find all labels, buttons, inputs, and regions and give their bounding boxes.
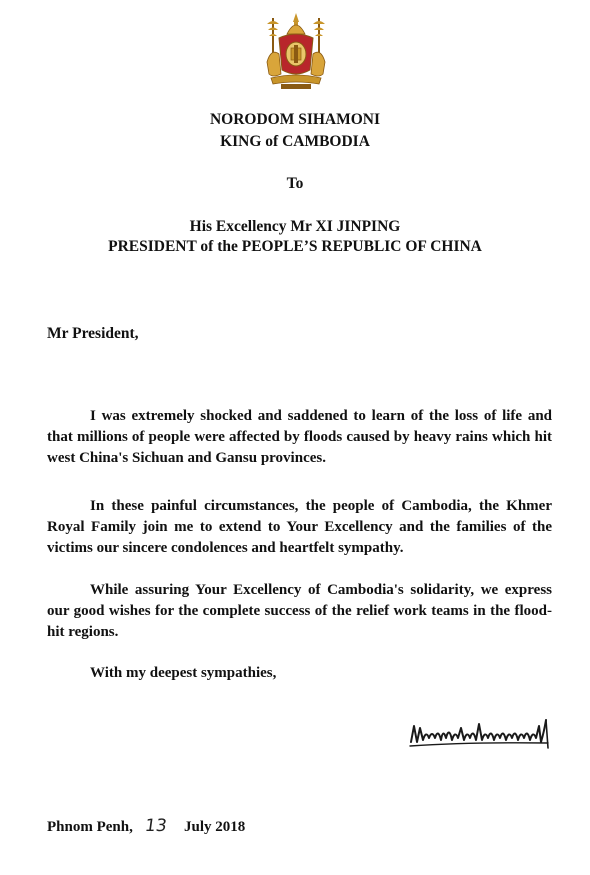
month-year: July 2018 [184, 819, 246, 835]
body-paragraph: I was extremely shocked and saddened to learn of the loss of life and that millions of people were affected by floods caused by heavy rains which hit west China's Sichuan and Gansu provinces. [47, 408, 552, 466]
royal-crest-icon [263, 12, 329, 92]
place-date-line [47, 816, 245, 836]
place-name: Phnom Penh, [47, 819, 133, 835]
body-paragraph: While assuring Your Excellency of Cambodia's solidarity, we express our good wishes for the complete success of the relief work teams in the flood-hit regions. [47, 582, 552, 640]
recipient-name: His Excellency Mr XI JINPING [189, 218, 401, 235]
handwritten-day: 13 [143, 816, 168, 836]
body-paragraph: In these painful circumstances, the people of Cambodia, the Khmer Royal Family join me to extend to Your Excellency and the families of the victims our sincere condolences and heartfelt sympathy. [47, 498, 552, 556]
salutation: Mr President, [47, 325, 139, 342]
recipient-title: PRESIDENT of the PEOPLE’S REPUBLIC OF CHINA [108, 238, 482, 255]
to-label: To [286, 175, 304, 192]
sender-name: NORODOM SIHAMONI [209, 111, 381, 128]
sender-title: KING of CAMBODIA [220, 133, 370, 150]
closing-line: With my deepest sympathies, [90, 665, 277, 681]
handwritten-signature-icon [408, 712, 553, 754]
